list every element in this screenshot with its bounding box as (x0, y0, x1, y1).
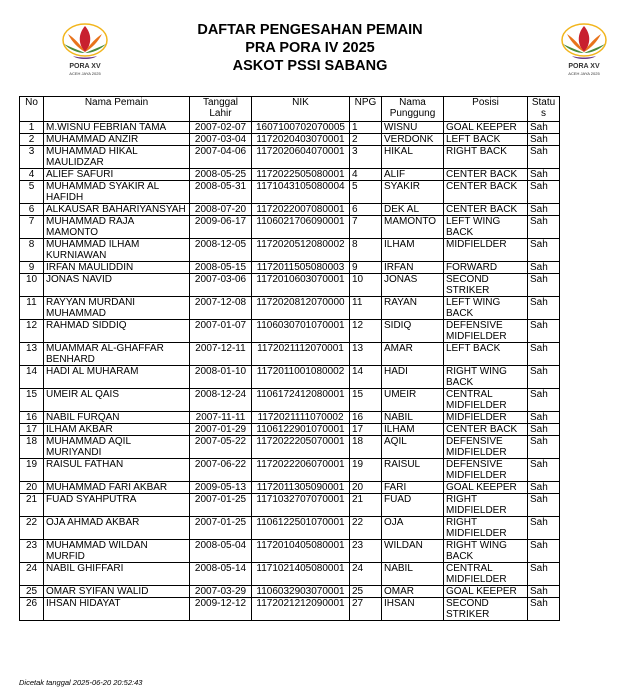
cell-no: 6 (20, 204, 44, 216)
cell-player-name: RAYYAN MURDANI MUHAMMAD (44, 297, 190, 320)
cell-birthdate: 2007-12-11 (190, 343, 252, 366)
cell-no: 7 (20, 216, 44, 239)
cell-position: DEFENSIVE MIDFIELDER (444, 436, 528, 459)
cell-npg: 25 (350, 586, 382, 598)
cell-player-name: IHSAN HIDAYAT (44, 598, 190, 621)
cell-no: 14 (20, 366, 44, 389)
cell-birthdate: 2009-05-13 (190, 482, 252, 494)
cell-npg: 14 (350, 366, 382, 389)
cell-npg: 1 (350, 122, 382, 134)
cell-jersey-name: AQIL (382, 436, 444, 459)
column-header-nik: NIK (252, 97, 350, 122)
cell-nik: 1172022505080001 (252, 169, 350, 181)
cell-jersey-name: UMEIR (382, 389, 444, 412)
cell-nik: 1172021212090001 (252, 598, 350, 621)
cell-npg: 18 (350, 436, 382, 459)
cell-status: Sah (528, 169, 560, 181)
cell-npg: 4 (350, 169, 382, 181)
cell-position: MIDFIELDER (444, 239, 528, 262)
cell-npg: 9 (350, 262, 382, 274)
cell-player-name: MUHAMMAD WILDAN MURFID (44, 540, 190, 563)
cell-npg: 19 (350, 459, 382, 482)
cell-status: Sah (528, 239, 560, 262)
cell-status: Sah (528, 424, 560, 436)
cell-status: Sah (528, 436, 560, 459)
cell-npg: 27 (350, 598, 382, 621)
cell-jersey-name: IHSAN (382, 598, 444, 621)
cell-nik: 1172020512080002 (252, 239, 350, 262)
cell-jersey-name: WILDAN (382, 540, 444, 563)
cell-birthdate: 2008-12-24 (190, 389, 252, 412)
cell-position: RIGHT WING BACK (444, 540, 528, 563)
column-header-no: No (20, 97, 44, 122)
cell-player-name: OMAR SYIFAN WALID (44, 586, 190, 598)
cell-position: RIGHT BACK (444, 146, 528, 169)
cell-birthdate: 2007-11-11 (190, 412, 252, 424)
cell-nik: 1172021112070001 (252, 343, 350, 366)
print-timestamp: Dicetak tanggal 2025-06-20 20:52:43 (19, 678, 143, 687)
pora-logo-right (557, 20, 611, 80)
cell-birthdate: 2008-05-04 (190, 540, 252, 563)
cell-jersey-name: VERDONK (382, 134, 444, 146)
table-row (20, 134, 560, 146)
cell-birthdate: 2007-01-07 (190, 320, 252, 343)
cell-birthdate: 2008-07-20 (190, 204, 252, 216)
cell-nik: 1171032707070001 (252, 494, 350, 517)
table-row (20, 262, 560, 274)
cell-status: Sah (528, 389, 560, 412)
cell-no: 3 (20, 146, 44, 169)
cell-position: SECOND STRIKER (444, 274, 528, 297)
table-row (20, 343, 560, 366)
cell-position: CENTER BACK (444, 204, 528, 216)
cell-no: 18 (20, 436, 44, 459)
cell-player-name: MUHAMMAD ANZIR (44, 134, 190, 146)
table-row (20, 146, 560, 169)
cell-nik: 1172022206070001 (252, 459, 350, 482)
cell-position: LEFT BACK (444, 134, 528, 146)
cell-jersey-name: AMAR (382, 343, 444, 366)
cell-nik: 1172010603070001 (252, 274, 350, 297)
cell-jersey-name: ILHAM (382, 239, 444, 262)
cell-no: 10 (20, 274, 44, 297)
cell-no: 2 (20, 134, 44, 146)
cell-no: 9 (20, 262, 44, 274)
cell-player-name: MUHAMMAD HIKAL MAULIDZAR (44, 146, 190, 169)
cell-no: 17 (20, 424, 44, 436)
cell-jersey-name: JONAS (382, 274, 444, 297)
cell-status: Sah (528, 146, 560, 169)
pora-logo-left (58, 20, 112, 80)
table-row (20, 181, 560, 204)
cell-birthdate: 2009-06-17 (190, 216, 252, 239)
cell-npg: 13 (350, 343, 382, 366)
svg-text:ACEH JAYA 2025: ACEH JAYA 2025 (568, 71, 600, 76)
column-header-position: Posisi (444, 97, 528, 122)
cell-no: 12 (20, 320, 44, 343)
cell-no: 4 (20, 169, 44, 181)
cell-no: 15 (20, 389, 44, 412)
cell-birthdate: 2007-04-06 (190, 146, 252, 169)
cell-position: CENTER BACK (444, 169, 528, 181)
roster-table-body (20, 122, 560, 621)
cell-player-name: NABIL FURQAN (44, 412, 190, 424)
cell-nik: 1172022205070001 (252, 436, 350, 459)
cell-jersey-name: SYAKIR (382, 181, 444, 204)
cell-status: Sah (528, 262, 560, 274)
table-row (20, 412, 560, 424)
cell-nik: 1172020812070000 (252, 297, 350, 320)
cell-status: Sah (528, 204, 560, 216)
cell-jersey-name: HIKAL (382, 146, 444, 169)
cell-npg: 23 (350, 540, 382, 563)
table-row (20, 204, 560, 216)
cell-no: 19 (20, 459, 44, 482)
cell-position: DEFENSIVE MIDFIELDER (444, 320, 528, 343)
cell-npg: 5 (350, 181, 382, 204)
cell-status: Sah (528, 320, 560, 343)
table-row (20, 494, 560, 517)
cell-player-name: RAISUL FATHAN (44, 459, 190, 482)
cell-birthdate: 2007-01-25 (190, 517, 252, 540)
cell-jersey-name: ALIF (382, 169, 444, 181)
table-row (20, 517, 560, 540)
table-row (20, 540, 560, 563)
cell-status: Sah (528, 181, 560, 204)
cell-status: Sah (528, 482, 560, 494)
cell-position: SECOND STRIKER (444, 598, 528, 621)
table-row (20, 424, 560, 436)
table-row (20, 216, 560, 239)
cell-birthdate: 2007-03-29 (190, 586, 252, 598)
cell-birthdate: 2008-05-31 (190, 181, 252, 204)
cell-birthdate: 2008-05-14 (190, 563, 252, 586)
cell-status: Sah (528, 216, 560, 239)
cell-player-name: ILHAM AKBAR (44, 424, 190, 436)
table-row (20, 239, 560, 262)
cell-status: Sah (528, 598, 560, 621)
cell-npg: 22 (350, 517, 382, 540)
cell-jersey-name: IRFAN (382, 262, 444, 274)
cell-status: Sah (528, 540, 560, 563)
cell-player-name: MUHAMMAD FARI AKBAR (44, 482, 190, 494)
cell-status: Sah (528, 134, 560, 146)
table-row (20, 586, 560, 598)
cell-player-name: MUHAMMAD SYAKIR AL HAFIDH (44, 181, 190, 204)
cell-position: CENTER BACK (444, 424, 528, 436)
cell-status: Sah (528, 459, 560, 482)
cell-nik: 1172022007080001 (252, 204, 350, 216)
cell-position: RIGHT WING BACK (444, 366, 528, 389)
cell-birthdate: 2009-12-12 (190, 598, 252, 621)
cell-position: RIGHT MIDFIELDER (444, 517, 528, 540)
cell-birthdate: 2007-03-04 (190, 134, 252, 146)
cell-status: Sah (528, 297, 560, 320)
cell-npg: 20 (350, 482, 382, 494)
cell-player-name: MUAMMAR AL-GHAFFAR BENHARD (44, 343, 190, 366)
cell-npg: 8 (350, 239, 382, 262)
table-row (20, 297, 560, 320)
cell-birthdate: 2008-05-15 (190, 262, 252, 274)
cell-no: 20 (20, 482, 44, 494)
cell-no: 13 (20, 343, 44, 366)
cell-nik: 1106172412080001 (252, 389, 350, 412)
player-roster-table (19, 96, 560, 621)
table-row (20, 122, 560, 134)
cell-status: Sah (528, 494, 560, 517)
cell-birthdate: 2007-12-08 (190, 297, 252, 320)
cell-jersey-name: MAMONTO (382, 216, 444, 239)
cell-npg: 7 (350, 216, 382, 239)
cell-birthdate: 2007-03-06 (190, 274, 252, 297)
cell-player-name: ALKAUSAR BAHARIYANSYAH (44, 204, 190, 216)
cell-no: 26 (20, 598, 44, 621)
cell-status: Sah (528, 563, 560, 586)
table-row (20, 482, 560, 494)
cell-nik: 1172011305090001 (252, 482, 350, 494)
cell-position: FORWARD (444, 262, 528, 274)
cell-no: 5 (20, 181, 44, 204)
cell-npg: 17 (350, 424, 382, 436)
cell-birthdate: 2007-06-22 (190, 459, 252, 482)
cell-nik: 1172010405080001 (252, 540, 350, 563)
cell-jersey-name: NABIL (382, 563, 444, 586)
cell-no: 21 (20, 494, 44, 517)
cell-npg: 6 (350, 204, 382, 216)
cell-player-name: MUHAMMAD RAJA MAMONTO (44, 216, 190, 239)
cell-npg: 3 (350, 146, 382, 169)
table-row (20, 563, 560, 586)
cell-no: 8 (20, 239, 44, 262)
cell-nik: 1106122901070001 (252, 424, 350, 436)
cell-npg: 12 (350, 320, 382, 343)
column-header-npg: NPG (350, 97, 382, 122)
cell-birthdate: 2008-12-05 (190, 239, 252, 262)
cell-position: CENTRAL MIDFIELDER (444, 389, 528, 412)
cell-npg: 10 (350, 274, 382, 297)
cell-jersey-name: WISNU (382, 122, 444, 134)
cell-position: GOAL KEEPER (444, 586, 528, 598)
table-row (20, 320, 560, 343)
cell-no: 22 (20, 517, 44, 540)
cell-no: 25 (20, 586, 44, 598)
cell-player-name: M.WISNU FEBRIAN TAMA (44, 122, 190, 134)
cell-jersey-name: OMAR (382, 586, 444, 598)
cell-player-name: RAHMAD SIDDIQ (44, 320, 190, 343)
cell-jersey-name: SIDIQ (382, 320, 444, 343)
cell-no: 23 (20, 540, 44, 563)
cell-player-name: MUHAMMAD ILHAM KURNIAWAN (44, 239, 190, 262)
cell-jersey-name: OJA (382, 517, 444, 540)
document-subtitle-team: ASKOT PSSI SABANG (232, 58, 388, 74)
cell-nik: 1172021111070002 (252, 412, 350, 424)
cell-npg: 16 (350, 412, 382, 424)
cell-nik: 1172020403070001 (252, 134, 350, 146)
table-row (20, 366, 560, 389)
cell-position: GOAL KEEPER (444, 122, 528, 134)
table-row (20, 459, 560, 482)
cell-status: Sah (528, 517, 560, 540)
cell-jersey-name: RAISUL (382, 459, 444, 482)
cell-nik: 1172020604070001 (252, 146, 350, 169)
table-row (20, 598, 560, 621)
cell-nik: 1172011505080003 (252, 262, 350, 274)
cell-npg: 11 (350, 297, 382, 320)
column-header-name: Nama Pemain (44, 97, 190, 122)
cell-birthdate: 2008-01-10 (190, 366, 252, 389)
cell-player-name: JONAS NAVID (44, 274, 190, 297)
cell-status: Sah (528, 586, 560, 598)
cell-jersey-name: FARI (382, 482, 444, 494)
cell-position: CENTER BACK (444, 181, 528, 204)
cell-jersey-name: FUAD (382, 494, 444, 517)
cell-status: Sah (528, 274, 560, 297)
table-row (20, 436, 560, 459)
table-row (20, 274, 560, 297)
cell-npg: 21 (350, 494, 382, 517)
cell-nik: 1106030701070001 (252, 320, 350, 343)
cell-player-name: UMEIR AL QAIS (44, 389, 190, 412)
cell-status: Sah (528, 122, 560, 134)
cell-status: Sah (528, 366, 560, 389)
cell-player-name: MUHAMMAD AQIL MURIYANDI (44, 436, 190, 459)
cell-position: LEFT BACK (444, 343, 528, 366)
column-header-jersey-name: Nama Punggung (382, 97, 444, 122)
cell-player-name: FUAD SYAHPUTRA (44, 494, 190, 517)
table-row (20, 389, 560, 412)
cell-player-name: HADI AL MUHARAM (44, 366, 190, 389)
document-subtitle-event: PRA PORA IV 2025 (245, 40, 375, 56)
cell-position: CENTRAL MIDFIELDER (444, 563, 528, 586)
cell-nik: 1106032903070001 (252, 586, 350, 598)
cell-no: 1 (20, 122, 44, 134)
cell-birthdate: 2007-05-22 (190, 436, 252, 459)
cell-npg: 15 (350, 389, 382, 412)
cell-player-name: IRFAN MAULIDDIN (44, 262, 190, 274)
cell-no: 16 (20, 412, 44, 424)
table-row (20, 169, 560, 181)
svg-text:PORA XV: PORA XV (69, 63, 101, 70)
cell-jersey-name: DEK AL (382, 204, 444, 216)
cell-nik: 1607100702070005 (252, 122, 350, 134)
cell-position: RIGHT MIDFIELDER (444, 494, 528, 517)
cell-player-name: ALIEF SAFURI (44, 169, 190, 181)
cell-jersey-name: ILHAM (382, 424, 444, 436)
cell-position: DEFENSIVE MIDFIELDER (444, 459, 528, 482)
cell-jersey-name: NABIL (382, 412, 444, 424)
column-header-status: Status (528, 97, 560, 122)
document-title: DAFTAR PENGESAHAN PEMAIN (197, 22, 423, 38)
cell-nik: 1171021405080001 (252, 563, 350, 586)
cell-nik: 1172011001080002 (252, 366, 350, 389)
cell-position: GOAL KEEPER (444, 482, 528, 494)
cell-status: Sah (528, 343, 560, 366)
cell-birthdate: 2007-01-25 (190, 494, 252, 517)
cell-birthdate: 2007-01-29 (190, 424, 252, 436)
cell-birthdate: 2008-05-25 (190, 169, 252, 181)
cell-nik: 1106122501070001 (252, 517, 350, 540)
cell-position: MIDFIELDER (444, 412, 528, 424)
cell-player-name: NABIL GHIFFARI (44, 563, 190, 586)
svg-text:ACEH JAYA 2025: ACEH JAYA 2025 (69, 71, 101, 76)
column-header-birthdate: Tanggal Lahir (190, 97, 252, 122)
cell-npg: 24 (350, 563, 382, 586)
cell-position: LEFT WING BACK (444, 297, 528, 320)
cell-nik: 1106021706090001 (252, 216, 350, 239)
cell-jersey-name: HADI (382, 366, 444, 389)
cell-no: 24 (20, 563, 44, 586)
cell-npg: 2 (350, 134, 382, 146)
table-header-row (20, 97, 560, 122)
cell-status: Sah (528, 412, 560, 424)
cell-nik: 1171043105080004 (252, 181, 350, 204)
svg-text:PORA XV: PORA XV (568, 63, 600, 70)
cell-player-name: OJA AHMAD AKBAR (44, 517, 190, 540)
cell-position: LEFT WING BACK (444, 216, 528, 239)
cell-jersey-name: RAYAN (382, 297, 444, 320)
cell-birthdate: 2007-02-07 (190, 122, 252, 134)
cell-no: 11 (20, 297, 44, 320)
